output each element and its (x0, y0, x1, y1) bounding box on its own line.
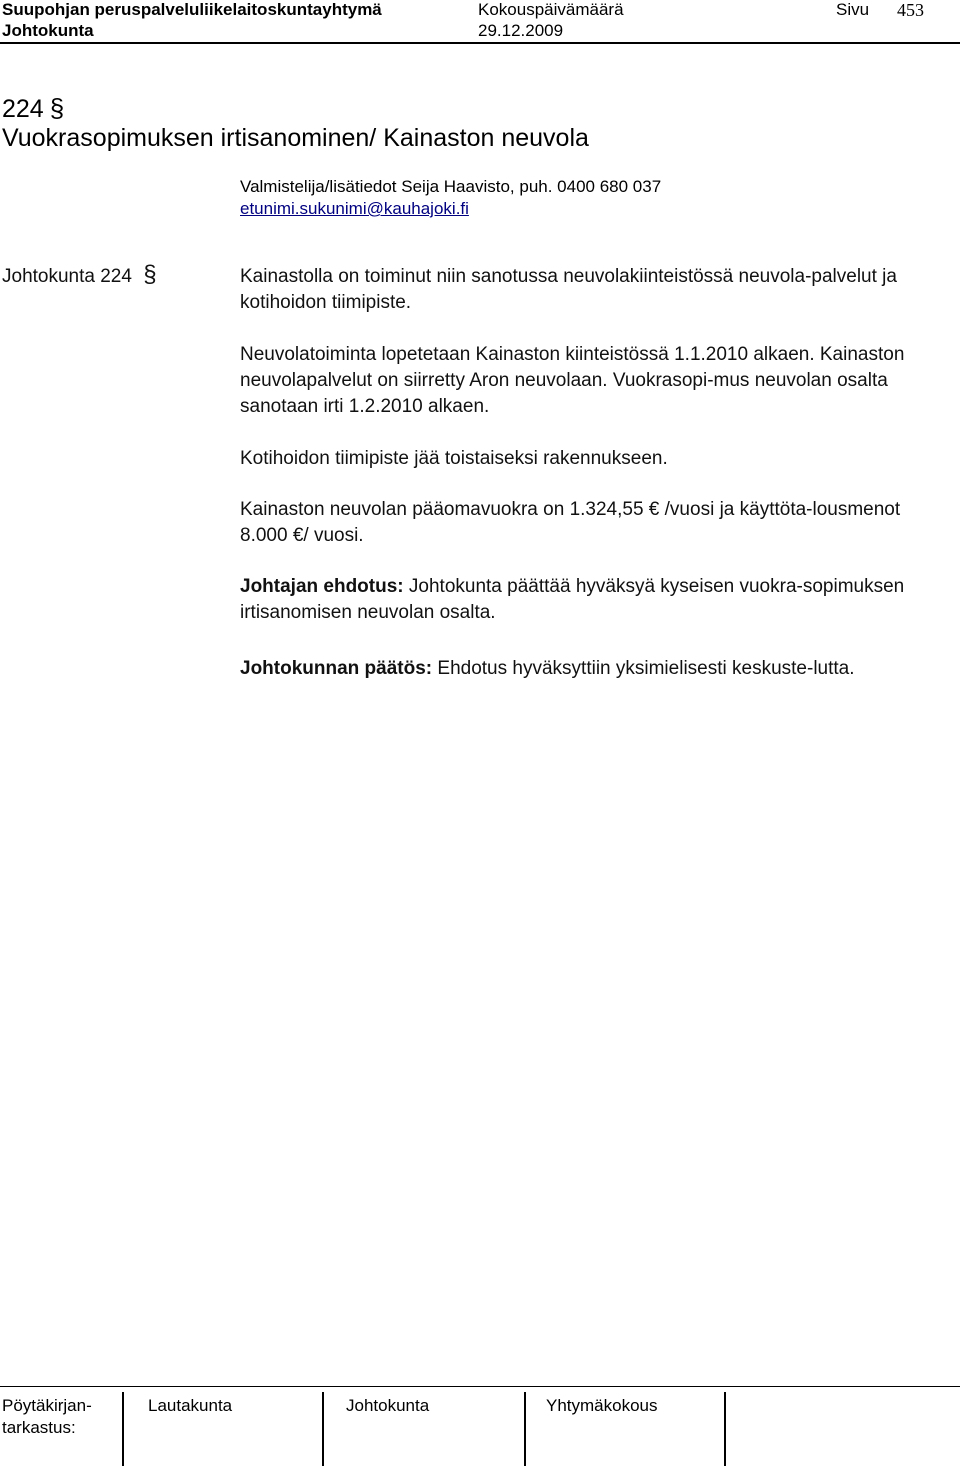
section-reference-label: Johtokunta 224 (2, 266, 132, 287)
check-label-line2: tarkastus: (2, 1418, 76, 1437)
organization-name: Suupohjan peruspalveluliikelaitoskuntayhtymä (2, 0, 382, 19)
proposal-label: Johtajan ehdotus: (240, 576, 404, 597)
meeting-date: 29.12.2009 (478, 21, 564, 40)
paragraph-4 (240, 497, 930, 549)
section-reference (2, 262, 157, 290)
preparer-info: Valmistelija/lisätiedot Seija Haavisto, puh. 0400 680 037 (240, 177, 662, 196)
page-number: 453 (897, 0, 924, 20)
paragraph-3-text: Kotihoidon tiimipiste jää toistaiseksi rakennukseen. (240, 448, 668, 469)
section-symbol-icon: § (49, 93, 65, 123)
footer-divider-2 (322, 1392, 324, 1466)
preparer-email-link[interactable]: etunimi.sukunimi@kauhajoki.fi (240, 199, 469, 218)
proposal-text: Johtokunta päättää hyväksyä kyseisen vuokra-sopimuksen irtisanomisen neuvolan osalta. (240, 576, 905, 623)
decision (240, 656, 930, 682)
footer-divider-4 (724, 1392, 726, 1466)
paragraph-4-text: Kainaston neuvolan pääomavuokra on 1.324,55 € /vuosi ja käyttöta-lousmenot 8.000 €/ vuosi. (240, 499, 901, 546)
paragraph-1-text: Kainastolla on toiminut niin sanotussa neuvolakiinteistössä neuvola-palvelut ja kotihoidon tiimipiste. (240, 266, 897, 313)
header-rule (0, 42, 960, 44)
page-label: Sivu (836, 0, 870, 19)
meeting-date-label: Kokouspäivämäärä (478, 0, 624, 19)
footer-divider-1 (122, 1392, 124, 1466)
check-label-line1: Pöytäkirjan- (2, 1396, 92, 1415)
body-name: Johtokunta (2, 21, 94, 40)
footer-rule (0, 1386, 960, 1387)
footer-col-johtokunta: Johtokunta (346, 1396, 430, 1415)
paragraph-3 (240, 446, 930, 472)
paragraph-2 (240, 342, 930, 420)
paragraph-2-text: Neuvolatoiminta lopetetaan Kainaston kiinteistössä 1.1.2010 alkaen. Kainaston neuvolapalvelut on siirretty Aron neuvolaan. Vuokrasopi-mus neuvolan osalta sanotaan irti 1.2.2010 alkaen. (240, 344, 905, 417)
paragraph-1 (240, 264, 930, 316)
footer-col-yhtymakokous: Yhtymäkokous (546, 1396, 658, 1415)
section-number (2, 92, 64, 125)
page-title: Vuokrasopimuksen irtisanominen/ Kainaston neuvola (2, 124, 589, 152)
footer-divider-3 (524, 1392, 526, 1466)
footer-col-lautakunta: Lautakunta (148, 1396, 233, 1415)
decision-label: Johtokunnan päätös: (240, 658, 433, 679)
decision-text: Ehdotus hyväksyttiin yksimielisesti keskuste-lutta. (432, 658, 855, 679)
section-reference-symbol-icon: § (143, 261, 157, 288)
section-number-text: 224 (2, 95, 44, 123)
proposal (240, 574, 930, 626)
